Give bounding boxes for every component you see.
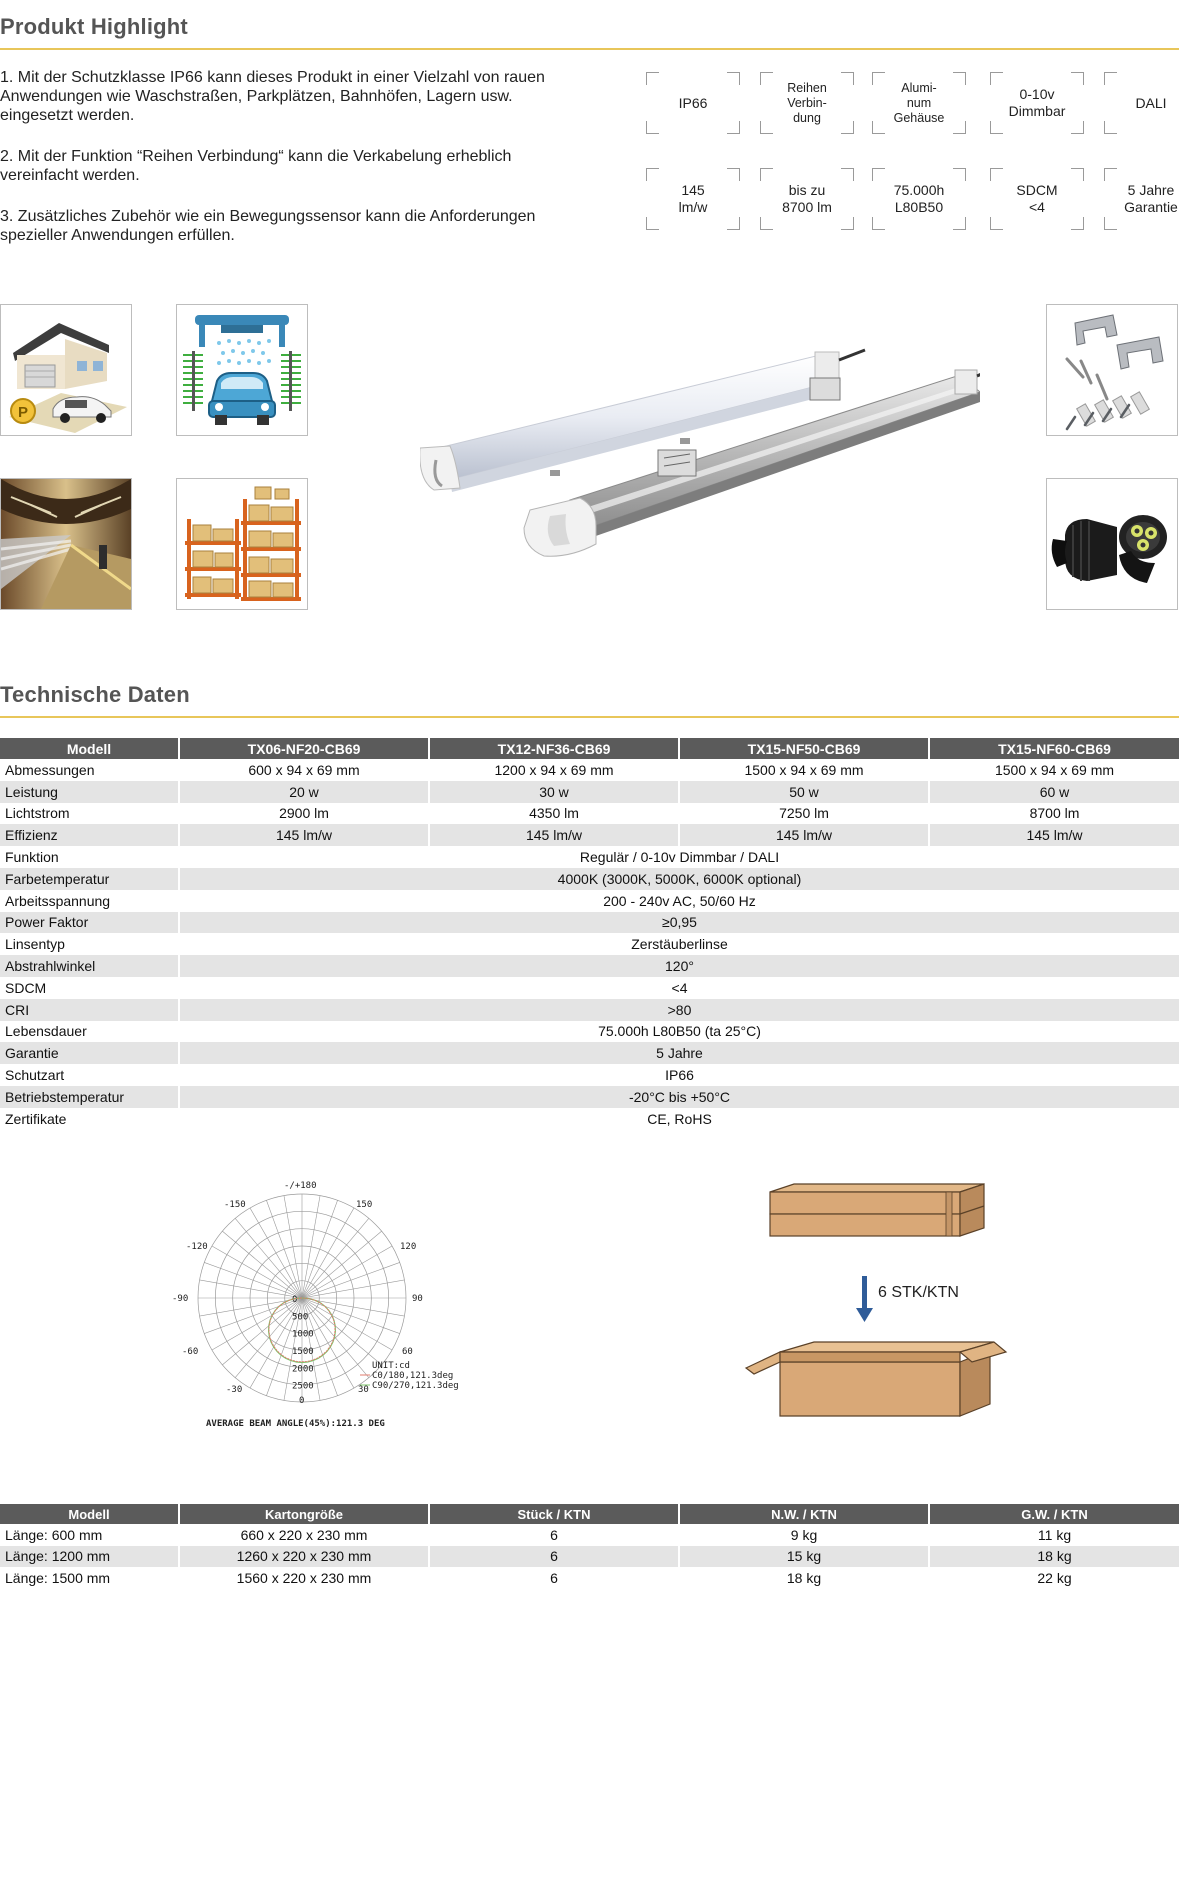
intro-paragraph-3: 3. Zusätzliches Zubehör wie ein Bewegungssensor kann die Anforderungen spezieller Anwendungen erfüllen. [0,208,536,244]
row-label: Abmessungen [0,759,179,781]
spec-label: 0-10v Dimmbar [1008,86,1066,119]
row-value: 145 lm/w [179,824,429,846]
polar-angle-label: -150 [224,1200,246,1210]
corner-bracket [872,121,885,134]
corner-bracket [841,168,854,181]
row-value: 2900 lm [179,803,429,825]
corner-bracket [1071,217,1084,230]
polar-angle-label: 90 [412,1294,423,1304]
polar-unit: UNIT:cd [372,1361,410,1371]
row-label: Betriebstemperatur [0,1086,179,1108]
corner-bracket [953,72,966,85]
row-label: Länge: 1500 mm [0,1567,179,1589]
polar-radial-label: 1500 [292,1347,314,1357]
highlight-title: Produkt Highlight [0,14,188,39]
tech-header-cell: TX15-NF60-CB69 [929,738,1179,759]
tech-header-cell: Modell [0,738,179,759]
polar-angle-label: -30 [226,1385,243,1395]
house-parking-icon [1,305,131,435]
spec-label: 75.000h L80B50 [893,182,945,215]
row-value: Regulär / 0-10v Dimmbar / DALI [579,849,780,866]
spec-label: 145 lm/w [678,182,708,215]
polar-legend-entry: C90/270,121.3deg [372,1381,459,1391]
corner-bracket [1104,168,1117,181]
row-value: 1500 x 94 x 69 mm [994,761,1115,778]
row-value: 8700 lm [1029,805,1080,822]
corner-bracket [841,121,854,134]
packing-header-cell: G.W. / KTN [929,1504,1179,1524]
polar-radial-label: 500 [292,1312,309,1323]
row-value: 1260 x 220 x 230 mm [179,1546,429,1568]
spec-label: Reihen Verbin- dung [787,80,827,125]
row-label: Farbetemperatur [0,868,179,890]
tech-title: Technische Daten [0,682,190,707]
polar-angle-label: -/+180 [284,1181,317,1191]
polar-diagram [170,1170,500,1436]
corner-bracket [872,72,885,85]
row-label: SDCM [0,977,179,999]
row-value: 22 kg [1037,1569,1072,1586]
tech-table-header [0,738,1179,759]
row-value: 11 kg [1037,1526,1072,1543]
row-value: 18 kg [929,1546,1179,1568]
row-value: 5 Jahre [179,1042,1179,1064]
spec-box [646,72,740,134]
corner-bracket [646,121,659,134]
corner-bracket [872,217,885,230]
corner-bracket [1104,217,1117,230]
corner-bracket [990,121,1003,134]
spec-label: bis zu 8700 lm [782,182,832,215]
row-label: Zertifikate [0,1108,179,1130]
row-value: 6 [429,1567,679,1589]
row-value: 120° [179,955,1179,977]
polar-radial-label: 2500 [292,1381,314,1392]
table-row [0,1064,1179,1086]
spec-box [872,72,966,134]
table-row [0,912,1179,934]
corner-bracket [953,168,966,181]
corner-bracket [872,168,885,181]
corner-bracket [1104,121,1117,134]
polar-angle-label: 60 [402,1347,413,1357]
row-value: 1200 x 94 x 69 mm [429,759,679,781]
svg-text:P: P [18,404,29,421]
packing-header-cell: Kartongröße [179,1504,429,1524]
polar-angle-label: -120 [186,1242,208,1252]
packing-table-header [0,1504,1179,1524]
table-row [0,803,1179,825]
corner-bracket [760,72,773,85]
row-label: Lebensdauer [0,1021,179,1043]
application-car-wash [176,304,308,436]
row-value: <4 [671,979,688,996]
table-row [0,890,1179,912]
intro-paragraph-2: 2. Mit der Funktion “Reihen Verbindung“ kann die Verkabelung erheblich vereinfacht werden. [0,148,512,184]
table-row [0,1546,1179,1568]
table-row [0,781,1179,803]
polar-angle-label: 120 [400,1242,417,1252]
spec-box [1104,168,1179,230]
corner-bracket [1071,72,1084,85]
corner-bracket [760,121,773,134]
row-value: 7250 lm [679,803,929,825]
row-label: Linsentyp [0,933,179,955]
row-value: IP66 [665,1067,694,1084]
corner-bracket [727,217,740,230]
table-row [0,1524,1179,1546]
spec-label: 5 Jahre Garantie [1124,182,1178,215]
corner-bracket [953,121,966,134]
corner-bracket [990,168,1003,181]
warehouse-icon [177,479,307,609]
row-value: 9 kg [679,1524,929,1546]
corner-bracket [1071,121,1084,134]
row-value: 600 x 94 x 69 mm [179,759,429,781]
packing-illustration [740,1180,1020,1430]
row-value: 6 [429,1546,679,1568]
tech-header-cell: TX06-NF20-CB69 [179,738,429,759]
corner-bracket [646,72,659,85]
corner-bracket [990,72,1003,85]
application-warehouse [176,478,308,610]
row-label: Abstrahlwinkel [0,955,179,977]
led-batten-icon [420,330,980,580]
row-label: Länge: 600 mm [0,1524,179,1546]
row-label: Arbeitsspannung [0,890,179,912]
spec-label: Alumi- num Gehäuse [893,80,945,125]
spec-box [760,168,854,230]
down-arrow-icon [862,1276,867,1310]
table-row [0,846,1179,868]
carton-icon [740,1180,1020,1430]
waterproof-connector-icon [1047,479,1177,609]
row-value: 20 w [179,781,429,803]
polar-radial-label: 2000 [292,1364,314,1375]
accessory-mounting-brackets [1046,304,1178,436]
spec-label: SDCM <4 [1016,182,1058,215]
corner-bracket [1104,72,1117,85]
table-row [0,824,1179,846]
application-house-parking [0,304,132,436]
polar-radial-label: 0 [292,1295,298,1305]
packing-header-cell: Modell [0,1504,179,1524]
subway-station-icon [1,479,131,609]
row-value: 30 w [429,781,679,803]
row-value: 1500 x 94 x 69 mm [679,759,929,781]
corner-bracket [1071,168,1084,181]
corner-bracket [841,72,854,85]
tech-header-cell: TX12-NF36-CB69 [429,738,679,759]
table-row [0,1042,1179,1064]
row-label: Power Faktor [0,912,179,934]
table-row [0,759,1179,781]
polar-chart [170,1170,500,1436]
row-value: 60 w [929,781,1179,803]
tech-table-body [0,759,1179,1130]
row-value: 6 [429,1524,679,1546]
corner-bracket [760,168,773,181]
row-value: 18 kg [679,1567,929,1589]
row-label: Funktion [0,846,179,868]
row-value: 145 lm/w [679,824,929,846]
spec-box [646,168,740,230]
application-subway-station [0,478,132,610]
row-value: 50 w [679,781,929,803]
spec-box [990,168,1084,230]
polar-angle-label: -60 [182,1347,199,1357]
row-value: ≥0,95 [179,912,1179,934]
table-row [0,955,1179,977]
row-label: Leistung [0,781,179,803]
row-value: -20°C bis +50°C [179,1086,1179,1108]
corner-bracket [760,217,773,230]
row-value: 4000K (3000K, 5000K, 6000K optional) [179,868,1179,890]
row-label: Garantie [0,1042,179,1064]
polar-angle-label: 30 [358,1385,369,1395]
product-image [420,330,980,580]
packing-header-cell: N.W. / KTN [679,1504,929,1524]
table-row [0,1567,1179,1589]
row-value: 145 lm/w [929,824,1179,846]
row-value: 4350 lm [429,803,679,825]
spec-box [1104,72,1179,134]
packing-table-body [0,1524,1179,1589]
corner-bracket [646,168,659,181]
mounting-brackets-icon [1047,305,1177,435]
car-wash-icon [177,305,307,435]
polar-angle-label: 0 [299,1396,305,1406]
table-row [0,999,1179,1021]
polar-radial-label: 1000 [292,1329,314,1340]
corner-bracket [646,217,659,230]
row-value: 75.000h L80B50 (ta 25°C) [598,1023,761,1040]
tech-header-cell: TX15-NF50-CB69 [679,738,929,759]
table-row [0,933,1179,955]
highlight-divider [0,48,1179,50]
packing-count-label: 6 STK/KTN [878,1284,959,1301]
polar-angle-label: -90 [172,1294,189,1304]
row-value: CE, RoHS [647,1110,712,1127]
row-label: CRI [0,999,179,1021]
polar-caption: AVERAGE BEAM ANGLE(45%):121.3 DEG [206,1419,385,1429]
row-label: Lichtstrom [0,803,179,825]
spec-box [990,72,1084,134]
spec-label: DALI [1135,94,1167,111]
corner-bracket [990,217,1003,230]
table-row [0,1108,1179,1130]
table-row [0,977,1179,999]
packing-table [0,1504,1179,1589]
intro-paragraph-1: 1. Mit der Schutzklasse IP66 kann dieses Produkt in einer Vielzahl von rauen Anwendungen wie Waschstraßen, Parkplätzen, Bahnhöfen, Lagern usw. eingesetzt werden. [0,69,545,124]
accessory-waterproof-connector [1046,478,1178,610]
packing-header-cell: Stück / KTN [429,1504,679,1524]
tech-divider [0,716,1179,718]
polar-angle-label: 150 [356,1200,373,1210]
row-value: 660 x 220 x 230 mm [179,1524,429,1546]
spec-box [872,168,966,230]
row-label: Schutzart [0,1064,179,1086]
highlight-intro [0,68,560,267]
table-row [0,1086,1179,1108]
table-row [0,868,1179,890]
row-value: 1560 x 220 x 230 mm [179,1567,429,1589]
row-value: Zerstäuberlinse [631,936,728,953]
corner-bracket [727,72,740,85]
polar-legend-entry: C0/180,121.3deg [372,1371,454,1381]
row-label: Effizienz [0,824,179,846]
row-value: 15 kg [679,1546,929,1568]
row-label: Länge: 1200 mm [0,1546,179,1568]
spec-label: IP66 [678,94,708,111]
table-row [0,1021,1179,1043]
corner-bracket [953,217,966,230]
row-value: >80 [179,999,1179,1021]
corner-bracket [727,168,740,181]
spec-box [760,72,854,134]
corner-bracket [727,121,740,134]
tech-table [0,738,1179,1130]
row-value: 145 lm/w [429,824,679,846]
corner-bracket [841,217,854,230]
row-value: 200 - 240v AC, 50/60 Hz [603,892,756,909]
